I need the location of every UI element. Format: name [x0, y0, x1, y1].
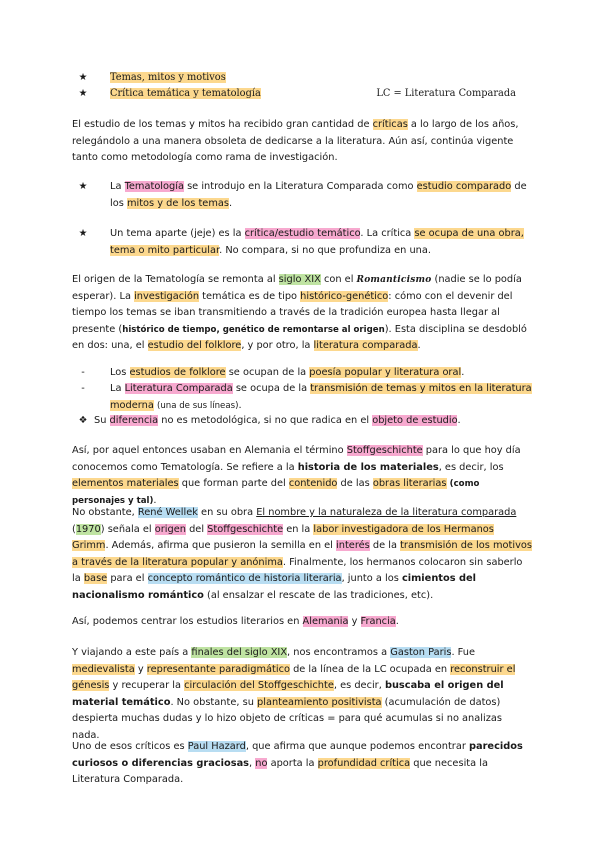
list-item-diferencia: ❖ Su diferencia no es metodológica, si no que radica en el objeto de estudio.	[72, 413, 532, 430]
paragraph-wellek: No obstante, René Wellek en su obra El nombre y la naturaleza de la literatura comparada (1970) señala el origen del Stoffgeschichte en la labor investigadora de los Hermanos Grimm. Además, afirma que pusieron la semilla en el interés de la transmisión de los motivos a través de la literatura popular y anónima. Finalmente, los hermanos colocaron sin saberlo la base para el concepto romántico de historia literaria, junto a los cimientos del nacionalismo romántico (al ensalzar el rescate de las tradiciones, etc).	[72, 507, 532, 601]
list-item-folklore: - Los estudios de folklore se ocupan de la poesía popular y literatura oral.	[72, 365, 532, 382]
paragraph-intro: El estudio de los temas y mitos ha recibido gran cantidad de críticas a lo largo de los años, relegándolo a una manera obsoleta de dedicarse a la literatura. Aún así, continúa vigente tanto como metodología como rama de investigación.	[72, 119, 519, 164]
dash-bullet: -	[81, 367, 85, 378]
star-bullet-icon: ★	[78, 72, 88, 83]
bullet-critica	[72, 226, 532, 259]
paragraph-paul-hazard: Uno de esos críticos es Paul Hazard, que afirma que aunque podemos encontrar parecidos curiosos o diferencias graciosas, no aporta la profundidad crítica que necesita la Literatura Comparada.	[72, 741, 523, 786]
paragraph-origen: El origen de la Tematología se remonta al siglo XIX con el Romanticismo (nadie se lo podía esperar). La investigación temática es de tipo histórico-genético: cómo con el devenir del tiempo los temas se iban transmitiendo a través de la tradición europea hasta llegar al presente (histórico de tiempo, genético de remontarse al origen). Esta disciplina se desdobló en dos: una, el estudio del folklore, y por otro, la literatura comparada.	[72, 274, 527, 352]
star-bullet-icon: ★	[78, 181, 88, 192]
bullet-text-2: Un tema aparte (jeje) es la crítica/estudio temático. La crítica se ocupa de una obra, tema o mito particular. No compara, si no que profundiza en una.	[110, 228, 524, 256]
abbreviation-note: LC = Literatura Comparada	[376, 88, 516, 99]
paragraph-gaston-paris: Y viajando a este país a finales del siglo XIX, nos encontramos a Gaston Paris. Fue medievalista y representante paradigmático de la línea de la LC ocupada en reconstruir el génesis y recuperar la circulación del Stoffgeschichte, es decir, buscaba el origen del material temático. No obstante, su planteamiento positivista (acumulación de datos) despierta muchas dudas y lo hizo objeto de críticas = para qué acumulas si no analizas nada.	[72, 647, 516, 741]
paragraph-centrar: Así, podemos centrar los estudios literarios en Alemania y Francia.	[72, 616, 399, 627]
bullet-tematologia	[72, 179, 532, 212]
heading-item-2	[72, 86, 532, 103]
bullet-text-1: La Tematología se introdujo en la Literatura Comparada como estudio comparado de los mitos y de los temas.	[110, 181, 527, 209]
star-bullet-icon: ★	[78, 88, 88, 99]
star-bullet-icon: ★	[78, 228, 88, 239]
dash-bullet: -	[81, 383, 85, 394]
heading-temas: Temas, mitos y motivos	[110, 72, 226, 83]
list-item-lc: - La Literatura Comparada se ocupa de la transmisión de temas y mitos en la literatura moderna (una de sus líneas).	[72, 381, 532, 414]
heading-critica: Crítica temática y tematología	[110, 88, 261, 99]
heading-item-1	[72, 70, 532, 87]
diamond-bullet-icon: ❖	[78, 415, 88, 426]
paragraph-stoffgeschichte: Así, por aquel entonces usaban en Alemania el término Stoffgeschichte para lo que hoy día conocemos como Tematología. Se refiere a la historia de los materiales, es decir, los elementos materiales que forman parte del contenido de las obras literarias (como personajes y tal).	[72, 445, 521, 506]
